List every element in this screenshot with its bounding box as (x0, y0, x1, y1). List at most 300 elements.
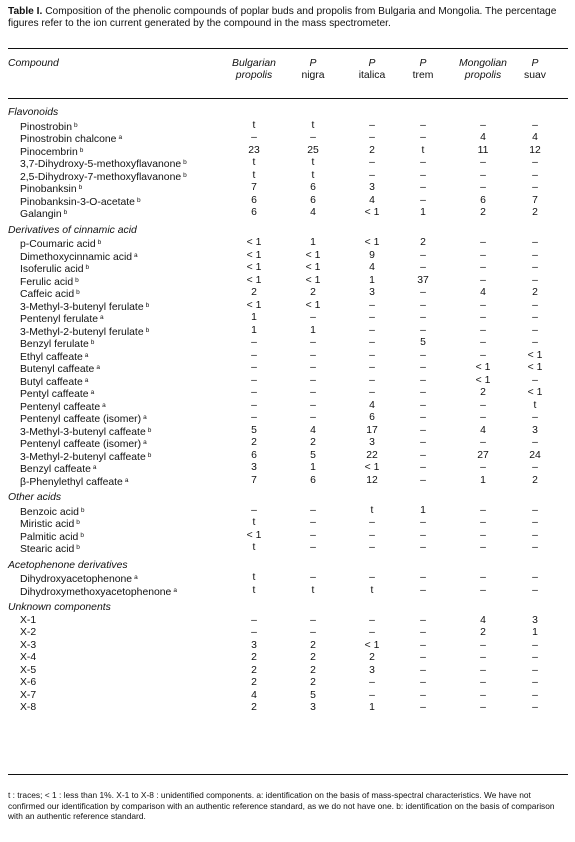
value-cell: – (480, 237, 486, 248)
value-cell: – (480, 262, 486, 273)
value-cell: – (480, 399, 486, 411)
value-cell: – (420, 529, 426, 541)
value-cell: – (532, 462, 538, 473)
compound-name: Pinobanksin $^b$ (20, 184, 83, 195)
value-cell: – (251, 362, 257, 373)
caption-label: Table I. (8, 6, 43, 17)
value-cell: 5 (310, 689, 316, 701)
section-title: Unknown components (8, 602, 111, 613)
identification-mark: b (76, 289, 80, 296)
value-cell: – (420, 474, 426, 486)
table-row (0, 640, 575, 653)
value-cell: – (251, 132, 257, 143)
identification-mark: a (134, 574, 138, 581)
value-cell: 2 (480, 627, 486, 638)
value-cell: 1 (480, 474, 486, 486)
table-row (0, 300, 575, 313)
value-cell: – (251, 412, 257, 423)
value-cell: – (251, 504, 257, 516)
value-cell: – (480, 157, 486, 168)
section-title: Derivatives of cinnamic acid (8, 224, 137, 236)
value-cell: 6 (310, 474, 316, 486)
compound-name: Pinostrobin $^b$ (20, 121, 78, 133)
value-cell: – (480, 504, 486, 516)
value-cell: – (310, 399, 316, 411)
value-cell: 3 (369, 437, 375, 448)
value-cell: 7 (532, 194, 538, 206)
value-cell: 23 (248, 144, 260, 156)
value-cell: – (420, 169, 426, 181)
table-row (0, 275, 575, 288)
compound-name: Benzoic acid $^b$ (20, 506, 85, 518)
value-cell: – (480, 412, 486, 423)
value-cell: 4 (480, 132, 486, 143)
value-cell: 2 (251, 652, 257, 663)
value-cell: – (480, 337, 486, 348)
header-p-nigra: P nigra (301, 58, 325, 81)
value-cell: 1 (420, 504, 426, 516)
value-cell: – (420, 132, 426, 143)
value-cell: < 1 (364, 639, 380, 651)
value-cell: – (532, 169, 538, 181)
value-cell: – (420, 412, 426, 423)
table-row (0, 677, 575, 690)
compound-name: p-Coumaric acid $^b$ (20, 239, 102, 250)
value-cell: 6 (251, 207, 257, 218)
value-cell: t (252, 119, 256, 131)
value-cell: 6 (251, 449, 257, 461)
value-cell: 12 (529, 144, 541, 156)
compound-name: 3-Methyl-3-butenyl ferulate $^b$ (20, 301, 150, 313)
value-cell: – (480, 312, 486, 323)
value-cell: 22 (366, 449, 378, 461)
identification-mark: b (147, 451, 152, 459)
table-row (0, 237, 575, 250)
top-rule (8, 48, 568, 49)
section-title: Acetophenone derivatives (8, 559, 128, 571)
value-cell: – (532, 542, 538, 553)
value-cell: – (420, 639, 426, 651)
value-cell: 7 (251, 474, 257, 486)
value-cell: – (369, 529, 375, 541)
header-mongolian-propolis: Mongolian propolis (459, 58, 507, 81)
value-cell: – (310, 627, 316, 638)
value-cell: – (369, 349, 375, 361)
compound-name: Ferulic acid $^b$ (20, 276, 79, 288)
value-cell: – (251, 399, 257, 411)
value-cell: 27 (477, 449, 489, 461)
table-row (0, 170, 575, 183)
value-cell: – (532, 677, 538, 688)
value-cell: 37 (417, 274, 429, 286)
value-cell: 1 (310, 324, 316, 336)
identification-mark: b (75, 276, 79, 284)
compound-name: Pentenyl ferulate $^a$ (20, 314, 104, 325)
compound-name: 3-Methyl-2-butenyl ferulate $^b$ (20, 326, 150, 338)
compound-name: X-4 (20, 652, 37, 663)
table-row (0, 627, 575, 640)
table-row (0, 425, 575, 438)
compound-name: Caffeic acid $^b$ (20, 289, 80, 300)
value-cell: 4 (480, 614, 486, 626)
value-cell: – (532, 337, 538, 348)
value-cell: 6 (310, 182, 316, 193)
compound-name: Stearic acid $^b$ (20, 544, 80, 555)
compound-name: Pentenyl caffeate (isomer) $^a$ (20, 414, 147, 425)
value-cell: < 1 (364, 207, 380, 218)
value-cell: 4 (310, 207, 316, 218)
value-cell: – (480, 182, 486, 193)
value-cell: – (532, 312, 538, 323)
value-cell: < 1 (527, 349, 543, 361)
value-cell: – (532, 274, 538, 286)
value-cell: – (369, 374, 375, 386)
table-row (0, 195, 575, 208)
value-cell: – (532, 529, 538, 541)
value-cell: – (369, 387, 375, 398)
value-cell: 1 (369, 702, 375, 713)
value-cell: < 1 (246, 274, 262, 286)
value-cell: – (532, 119, 538, 131)
header-p-italica: P italica (358, 58, 386, 81)
section-title: Flavonoids (8, 107, 59, 118)
value-cell: 4 (251, 689, 257, 701)
table-row (0, 462, 575, 475)
compound-name: X-3 (20, 639, 37, 651)
compound-name: 2,5-Dihydroxy-7-methoxyflavanone $^b$ (20, 171, 187, 183)
value-cell: – (369, 169, 375, 181)
value-cell: – (369, 542, 375, 553)
value-cell: 3 (369, 664, 375, 676)
table-row (0, 387, 575, 400)
value-cell: – (532, 412, 538, 423)
value-cell: – (480, 517, 486, 528)
value-cell: – (369, 132, 375, 143)
value-cell: 1 (420, 207, 426, 218)
value-cell: t (421, 144, 425, 156)
value-cell: 2 (310, 287, 316, 298)
value-cell: – (420, 299, 426, 311)
table-caption (8, 6, 568, 31)
table-row (0, 702, 575, 715)
header-rule (8, 98, 568, 99)
table-row (0, 585, 575, 598)
value-cell: – (310, 374, 316, 386)
identification-mark: b (147, 426, 152, 434)
value-cell: – (480, 462, 486, 473)
value-cell: – (310, 387, 316, 398)
value-cell: – (480, 299, 486, 311)
identification-mark: b (136, 196, 141, 204)
value-cell: – (369, 324, 375, 336)
value-cell: < 1 (364, 237, 380, 248)
value-cell: – (251, 337, 257, 348)
value-cell: < 1 (305, 299, 321, 311)
value-cell: 5 (251, 424, 257, 436)
value-cell: 3 (251, 462, 257, 473)
value-cell: t (370, 504, 374, 516)
table-row (0, 450, 575, 463)
table-row (0, 145, 575, 158)
value-cell: – (420, 182, 426, 193)
value-cell: – (532, 504, 538, 516)
value-cell: 6 (369, 412, 375, 423)
table-row (0, 615, 575, 628)
value-cell: – (420, 349, 426, 361)
value-cell: – (480, 349, 486, 361)
value-cell: – (480, 639, 486, 651)
table-row (0, 505, 575, 518)
value-cell: 4 (310, 424, 316, 436)
value-cell: t (370, 584, 374, 596)
value-cell: – (310, 504, 316, 516)
compound-name: 3,7-Dihydroxy-5-methoxyflavanone $^b$ (20, 159, 187, 170)
value-cell: – (420, 387, 426, 398)
compound-name: Pentyl caffeate $^a$ (20, 389, 95, 400)
value-cell: < 1 (527, 387, 543, 398)
table-row (0, 325, 575, 338)
table-row (0, 250, 575, 263)
identification-mark: b (79, 146, 84, 154)
value-cell: 2 (420, 237, 426, 248)
identification-mark: b (78, 184, 83, 191)
table-row (0, 665, 575, 678)
value-cell: 1 (251, 312, 257, 323)
identification-mark: a (84, 376, 89, 384)
value-cell: – (532, 652, 538, 663)
value-cell: 1 (369, 274, 375, 286)
value-cell: 12 (366, 474, 378, 486)
identification-mark: a (96, 364, 100, 371)
value-cell: – (310, 517, 316, 528)
table-row (0, 690, 575, 703)
value-cell: – (369, 627, 375, 638)
composition-table (0, 107, 575, 715)
identification-mark: b (76, 519, 80, 526)
table-row (0, 207, 575, 220)
value-cell: – (310, 337, 316, 348)
value-cell: – (369, 312, 375, 323)
value-cell: 2 (251, 664, 257, 676)
value-cell: – (532, 237, 538, 248)
value-cell: – (251, 349, 257, 361)
identification-mark: b (97, 239, 102, 246)
value-cell: – (420, 664, 426, 676)
value-cell: – (480, 274, 486, 286)
value-cell: 3 (310, 702, 316, 713)
value-cell: 1 (251, 324, 257, 336)
value-cell: t (252, 542, 256, 553)
compound-name: X-1 (20, 614, 37, 626)
value-cell: 5 (310, 449, 316, 461)
value-cell: – (420, 119, 426, 131)
compound-name: Pentenyl caffeate (isomer) $^a$ (20, 439, 147, 450)
value-cell: 3 (532, 614, 538, 626)
compound-name: X-8 (20, 702, 37, 713)
value-cell: 9 (369, 249, 375, 261)
value-cell: – (532, 572, 538, 583)
value-cell: < 1 (527, 362, 543, 373)
value-cell: – (480, 437, 486, 448)
value-cell: – (420, 399, 426, 411)
value-cell: 2 (310, 437, 316, 448)
table-row (0, 287, 575, 300)
table-row (0, 350, 575, 363)
value-cell: – (369, 337, 375, 348)
value-cell: 3 (369, 182, 375, 193)
value-cell: < 1 (305, 274, 321, 286)
value-cell: – (480, 702, 486, 713)
value-cell: 1 (310, 237, 316, 248)
compound-name: Benzyl caffeate $^a$ (20, 464, 97, 475)
value-cell: – (420, 157, 426, 168)
identification-mark: b (80, 506, 85, 514)
identification-mark: b (90, 339, 95, 346)
value-cell: – (480, 664, 486, 676)
identification-mark: a (134, 251, 138, 259)
value-cell: – (532, 324, 538, 336)
identification-mark: a (102, 401, 106, 409)
value-cell: t (252, 169, 256, 181)
value-cell: – (532, 299, 538, 311)
table-row (0, 262, 575, 275)
identification-mark: a (92, 464, 97, 471)
value-cell: t (311, 119, 315, 131)
value-cell: 4 (532, 132, 538, 143)
header-compound: Compound (8, 58, 59, 69)
value-cell: – (420, 424, 426, 436)
compound-name: Pinocembrin $^b$ (20, 146, 84, 158)
value-cell: – (420, 542, 426, 553)
value-cell: < 1 (305, 262, 321, 273)
compound-name: X-6 (20, 677, 37, 688)
value-cell: 2 (251, 677, 257, 688)
identification-mark: b (145, 301, 150, 309)
value-cell: – (369, 517, 375, 528)
value-cell: – (420, 262, 426, 273)
value-cell: 4 (480, 287, 486, 298)
compound-name: Isoferulic acid $^b$ (20, 264, 90, 275)
value-cell: – (420, 462, 426, 473)
value-cell: – (420, 287, 426, 298)
value-cell: 25 (307, 144, 319, 156)
compound-name: Pinostrobin chalcone $^a$ (20, 134, 123, 145)
value-cell: 4 (369, 399, 375, 411)
value-cell: – (480, 677, 486, 688)
compound-name: β-Phenylethyl caffeate $^a$ (20, 476, 129, 488)
compound-name: X-2 (20, 627, 37, 638)
value-cell: – (480, 572, 486, 583)
value-cell: 5 (420, 337, 426, 348)
value-cell: – (532, 182, 538, 193)
value-cell: – (420, 362, 426, 373)
value-cell: – (420, 614, 426, 626)
value-cell: t (311, 584, 315, 596)
compound-name: Pentenyl caffeate $^a$ (20, 401, 106, 413)
compound-name: Butyl caffeate $^a$ (20, 376, 89, 388)
value-cell: – (420, 437, 426, 448)
compound-name: Pinobanksin-3-O-acetate $^b$ (20, 196, 141, 208)
table-row (0, 517, 575, 530)
table-row (0, 182, 575, 195)
value-cell: < 1 (246, 529, 262, 541)
value-cell: – (480, 529, 486, 541)
compound-name: Ethyl caffeate $^a$ (20, 351, 89, 363)
value-cell: 3 (251, 639, 257, 651)
table-row (0, 542, 575, 555)
table-row (0, 412, 575, 425)
header-p-trem: P trem (412, 58, 434, 81)
table-footnote: t : traces; < 1 : less than 1%. X-1 to X-8 : unidentified components. a: identification on the basis of mass-spectral characteristics. We have not confirmed our identification by comparison with an authentic reference standard, as we do not have one. b: identification on the basis of comparison with an authentic reference standard. (8, 790, 555, 822)
value-cell: – (420, 249, 426, 261)
value-cell: < 1 (246, 237, 262, 248)
table-row (0, 312, 575, 325)
value-cell: – (480, 689, 486, 701)
value-cell: 7 (251, 182, 257, 193)
value-cell: – (310, 312, 316, 323)
value-cell: – (369, 119, 375, 131)
value-cell: – (532, 262, 538, 273)
table-row (0, 652, 575, 665)
value-cell: 1 (310, 462, 316, 473)
value-cell: – (420, 702, 426, 713)
value-cell: – (369, 689, 375, 701)
value-cell: – (310, 362, 316, 373)
value-cell: 2 (251, 437, 257, 448)
compound-name: Dihydroxyacetophenone $^a$ (20, 574, 138, 585)
identification-mark: a (143, 414, 147, 421)
value-cell: – (480, 652, 486, 663)
value-cell: 2 (310, 664, 316, 676)
value-cell: – (251, 387, 257, 398)
compound-name: Dihydroxymethoxyacetophenone $^a$ (20, 586, 177, 598)
value-cell: t (252, 157, 256, 168)
table-row (0, 530, 575, 543)
identification-mark: b (73, 121, 78, 129)
value-cell: 4 (480, 424, 486, 436)
value-cell: 17 (366, 424, 378, 436)
value-cell: < 1 (305, 249, 321, 261)
value-cell: 2 (310, 677, 316, 688)
value-cell: 11 (477, 144, 489, 156)
value-cell: 2 (251, 702, 257, 713)
value-cell: 4 (369, 262, 375, 273)
table-row (0, 475, 575, 488)
value-cell: – (420, 449, 426, 461)
value-cell: – (310, 572, 316, 583)
identification-mark: a (124, 476, 129, 484)
identification-mark: b (145, 326, 150, 334)
identification-mark: b (76, 544, 80, 551)
value-cell: – (420, 652, 426, 663)
value-cell: – (310, 529, 316, 541)
value-cell: 2 (480, 207, 486, 218)
compound-name: X-7 (20, 689, 37, 701)
value-cell: – (420, 194, 426, 206)
value-cell: – (480, 542, 486, 553)
value-cell: 4 (369, 194, 375, 206)
table-row (0, 337, 575, 350)
value-cell: – (480, 324, 486, 336)
value-cell: 2 (310, 652, 316, 663)
value-cell: – (532, 517, 538, 528)
value-cell: – (532, 639, 538, 651)
compound-name: 3-Methyl-2-butenyl caffeate $^b$ (20, 451, 152, 463)
value-cell: 2 (369, 144, 375, 156)
table-row (0, 437, 575, 450)
value-cell: – (420, 584, 426, 596)
value-cell: – (369, 299, 375, 311)
